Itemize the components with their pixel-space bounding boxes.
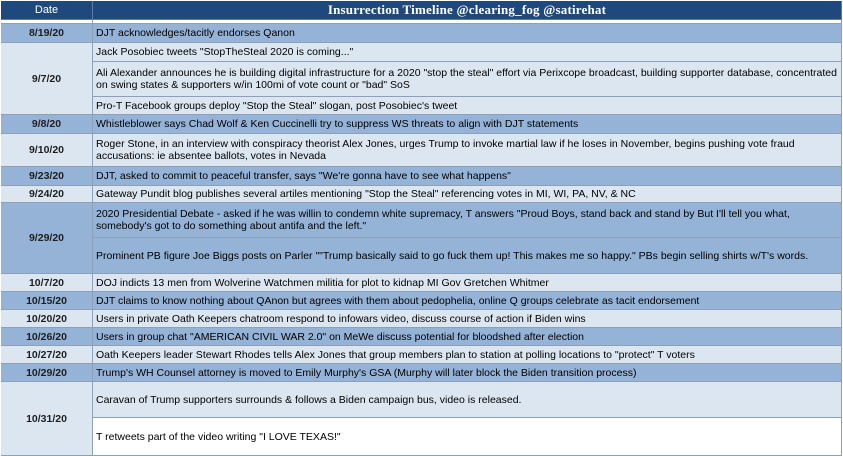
timeline-spreadsheet (1, 1, 842, 443)
event-cell-9-29-debate[interactable]: 2020 Presidential Debate - asked if he was willin to condemn white supremacy, T answers "Proud Boys, stand back and stand by But I'll tell you what, somebody's got to do something about antifa and the left." (93, 203, 842, 238)
date-cell-10-26[interactable]: 10/26/20 (1, 328, 93, 346)
event-cell-9-23[interactable]: DJT, asked to commit to peaceful transfer, says "We're gonna have to see what happens" (93, 167, 842, 186)
event-cell-10-7[interactable]: DOJ indicts 13 men from Wolverine Watchmen militia for plot to kidnap MI Gov Gretchen Whitmer (93, 274, 842, 292)
date-cell-8-19[interactable]: 8/19/20 (1, 24, 93, 43)
date-cell-10-7[interactable]: 10/7/20 (1, 274, 93, 292)
event-cell-9-8[interactable]: Whistleblower says Chad Wolf & Ken Cuccinelli try to suppress WS threats to align with DJT statements (93, 115, 842, 134)
event-cell-10-31-retweet[interactable]: T retweets part of the video writing "I LOVE TEXAS!" (93, 418, 842, 456)
event-cell-10-26[interactable]: Users in group chat "AMERICAN CIVIL WAR 2.0" on MeWe discuss potential for bloodshed after election (93, 328, 842, 346)
date-cell-9-8[interactable]: 9/8/20 (1, 115, 93, 134)
date-cell-10-29[interactable]: 10/29/20 (1, 364, 93, 382)
date-cell-9-29[interactable]: 9/29/20 (1, 203, 93, 274)
event-cell-9-24[interactable]: Gateway Pundit blog publishes several artiles mentioning "Stop the Steal" referencing votes in MI, WI, PA, NV, & NC (93, 186, 842, 203)
event-cell-10-29[interactable]: Trump's WH Counsel attorney is moved to Emily Murphy's GSA (Murphy will later block the Biden transition process) (93, 364, 842, 382)
event-cell-10-15[interactable]: DJT claims to know nothing about QAnon but agrees with them about pedophelia, online Q groups celebrate as tacit endorsement (93, 292, 842, 310)
event-cell-8-19[interactable]: DJT acknowledges/tacitly endorses Qanon (93, 24, 842, 43)
event-cell-10-31-caravan[interactable]: Caravan of Trump supporters surrounds & follows a Biden campaign bus, video is released. (93, 382, 842, 418)
date-cell-9-10[interactable]: 9/10/20 (1, 134, 93, 167)
event-cell-9-7-posobiec[interactable]: Jack Posobiec tweets "StopTheSteal 2020 is coming..." (93, 43, 842, 62)
date-cell-10-31[interactable]: 10/31/20 (1, 382, 93, 456)
date-cell-9-23[interactable]: 9/23/20 (1, 167, 93, 186)
date-cell-9-7[interactable]: 9/7/20 (1, 43, 93, 115)
event-cell-10-20[interactable]: Users in private Oath Keepers chatroom respond to infowars video, discuss course of action if Biden wins (93, 310, 842, 328)
timeline-title-header[interactable]: Insurrection Timeline @clearing_fog @satirehat (93, 1, 842, 20)
event-cell-9-29-biggs[interactable]: Prominent PB figure Joe Biggs posts on Parler ""Trump basically said to go fuck them up! This makes me so happy." PBs begin selling shirts w/T's words. (93, 238, 842, 274)
event-cell-9-10[interactable]: Roger Stone, in an interview with conspiracy theorist Alex Jones, urges Trump to invoke martial law if he loses in November, begins pushing vote fraud accusations: ie absentee ballots, votes in Nevada (93, 134, 842, 167)
event-cell-10-27[interactable]: Oath Keepers leader Stewart Rhodes tells Alex Jones that group members plan to station at polling locations to "protect" T voters (93, 346, 842, 364)
date-column-header[interactable]: Date (1, 1, 93, 20)
date-cell-10-15[interactable]: 10/15/20 (1, 292, 93, 310)
event-cell-9-7-facebook[interactable]: Pro-T Facebook groups deploy "Stop the Steal" slogan, post Posobiec's tweet (93, 97, 842, 115)
event-cell-9-7-alexander[interactable]: Ali Alexander announces he is building digital infrastructure for a 2020 "stop the steal" effort via Perixcope broadcast, building supporter database, concentrated on swing states & supporters w/in 100mi of vote count or "bad" SoS (93, 62, 842, 97)
date-cell-9-24[interactable]: 9/24/20 (1, 186, 93, 203)
date-cell-10-27[interactable]: 10/27/20 (1, 346, 93, 364)
date-cell-10-20[interactable]: 10/20/20 (1, 310, 93, 328)
